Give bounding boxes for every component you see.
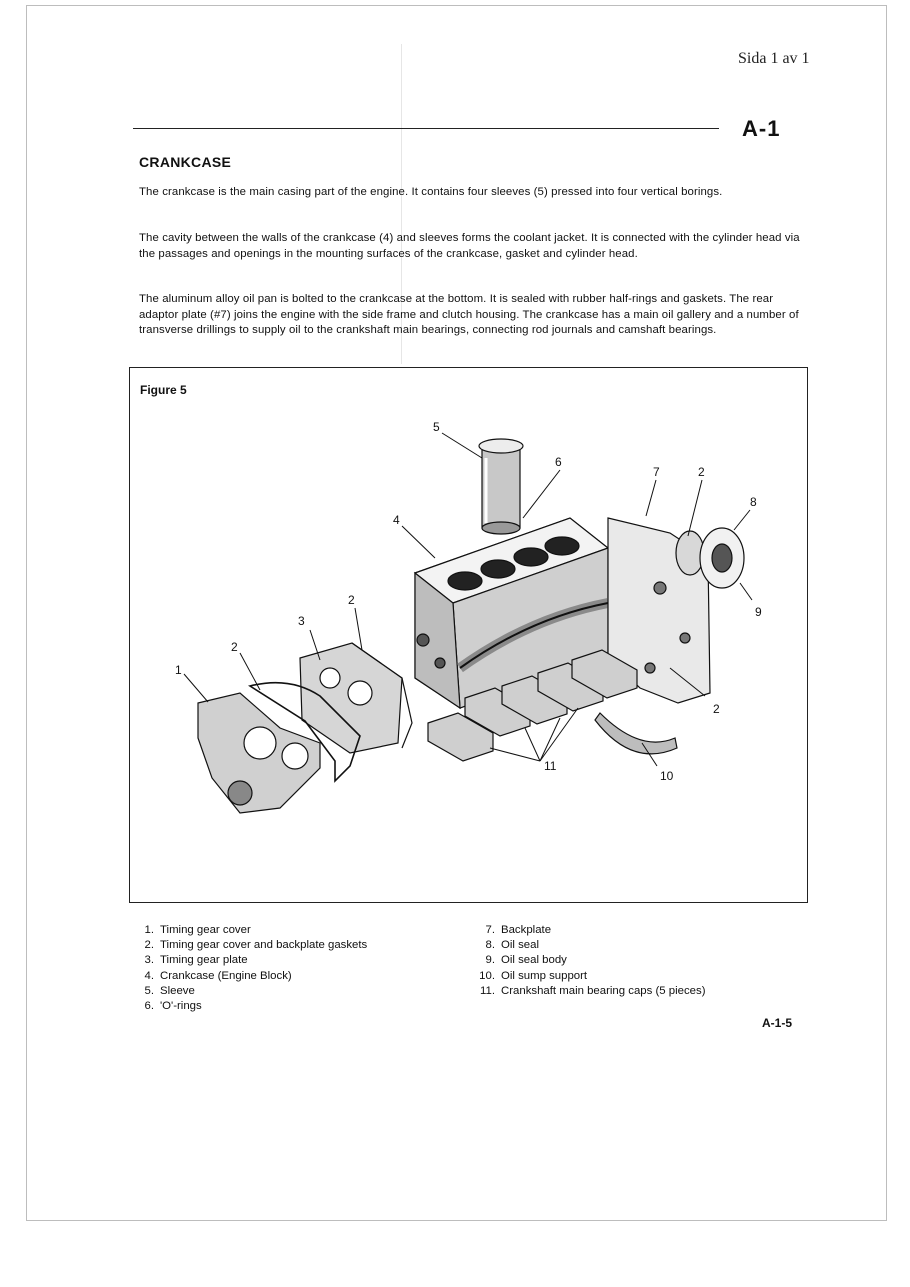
callout-2-block: 2: [348, 593, 355, 607]
legend-item: 7. Backplate: [485, 924, 552, 936]
callout-2-backplate: 2: [713, 702, 720, 716]
page-reference: A-1-5: [762, 1016, 793, 1030]
legend-item: 3. Timing gear plate: [144, 954, 248, 967]
figure-5-frame: [129, 367, 808, 903]
sleeve-drawing: [479, 439, 523, 534]
legend-right-column: [472, 923, 706, 999]
legend-item: 9. Oil seal body: [485, 954, 567, 967]
callout-9: 9: [755, 605, 762, 619]
legend-item: 10. Oil sump support: [479, 969, 588, 982]
legend-item: 5. Sleeve: [144, 984, 195, 997]
legend-item: 8. Oil seal: [485, 939, 539, 952]
legend-item: 11. Crankshaft main bearing caps (5 pieces): [480, 984, 706, 997]
callout-4: 4: [393, 513, 400, 527]
paragraph-3: The aluminum alloy oil pan is bolted to the crankcase at the bottom. It is sealed with rubber half-rings and gaskets. The rear adaptor plate (#7) joins the engine with the side frame and clutch housing. The crankcase has a main oil gallery and a number of transverse drillings to supply oil to the crankshaft main bearings, connecting rod journals and camshaft bearings.: [139, 293, 799, 336]
callout-6: 6: [555, 455, 562, 469]
callout-7: 7: [653, 465, 660, 479]
callout-5: 5: [433, 420, 440, 434]
header-rule: [133, 128, 719, 129]
figure-label: Figure 5: [140, 383, 187, 397]
callout-10: 10: [660, 769, 674, 783]
callout-1: 1: [175, 663, 182, 677]
legend-item: 1. Timing gear cover: [144, 924, 251, 936]
callout-2-top: 2: [698, 465, 705, 479]
section-heading: CRANKCASE: [139, 154, 232, 170]
callout-8: 8: [750, 495, 757, 509]
section-number: A-1: [742, 116, 781, 141]
callout-11: 11: [544, 759, 557, 773]
legend-item: 6. 'O'-rings: [144, 1000, 202, 1013]
callout-2-gasket: 2: [231, 640, 238, 654]
page-indicator: Sida 1 av 1: [738, 50, 810, 67]
paragraph-2: The cavity between the walls of the crankcase (4) and sleeves forms the coolant jacket. It is connected with the cylinder head via the passages and openings in the mounting surfaces of the crankcase, gasket and cylinder head.: [139, 232, 800, 260]
paragraph-1: The crankcase is the main casing part of the engine. It contains four sleeves (5) pressed into four vertical borings.: [139, 186, 723, 198]
legend-item: 4. Crankcase (Engine Block): [144, 969, 292, 982]
exploded-engine-diagram: [130, 368, 807, 902]
legend-item: 2. Timing gear cover and backplate gaskets: [144, 939, 368, 952]
oil-sump-support-drawing: [595, 713, 677, 754]
legend-left-column: [131, 923, 367, 1014]
callout-3: 3: [298, 614, 305, 628]
